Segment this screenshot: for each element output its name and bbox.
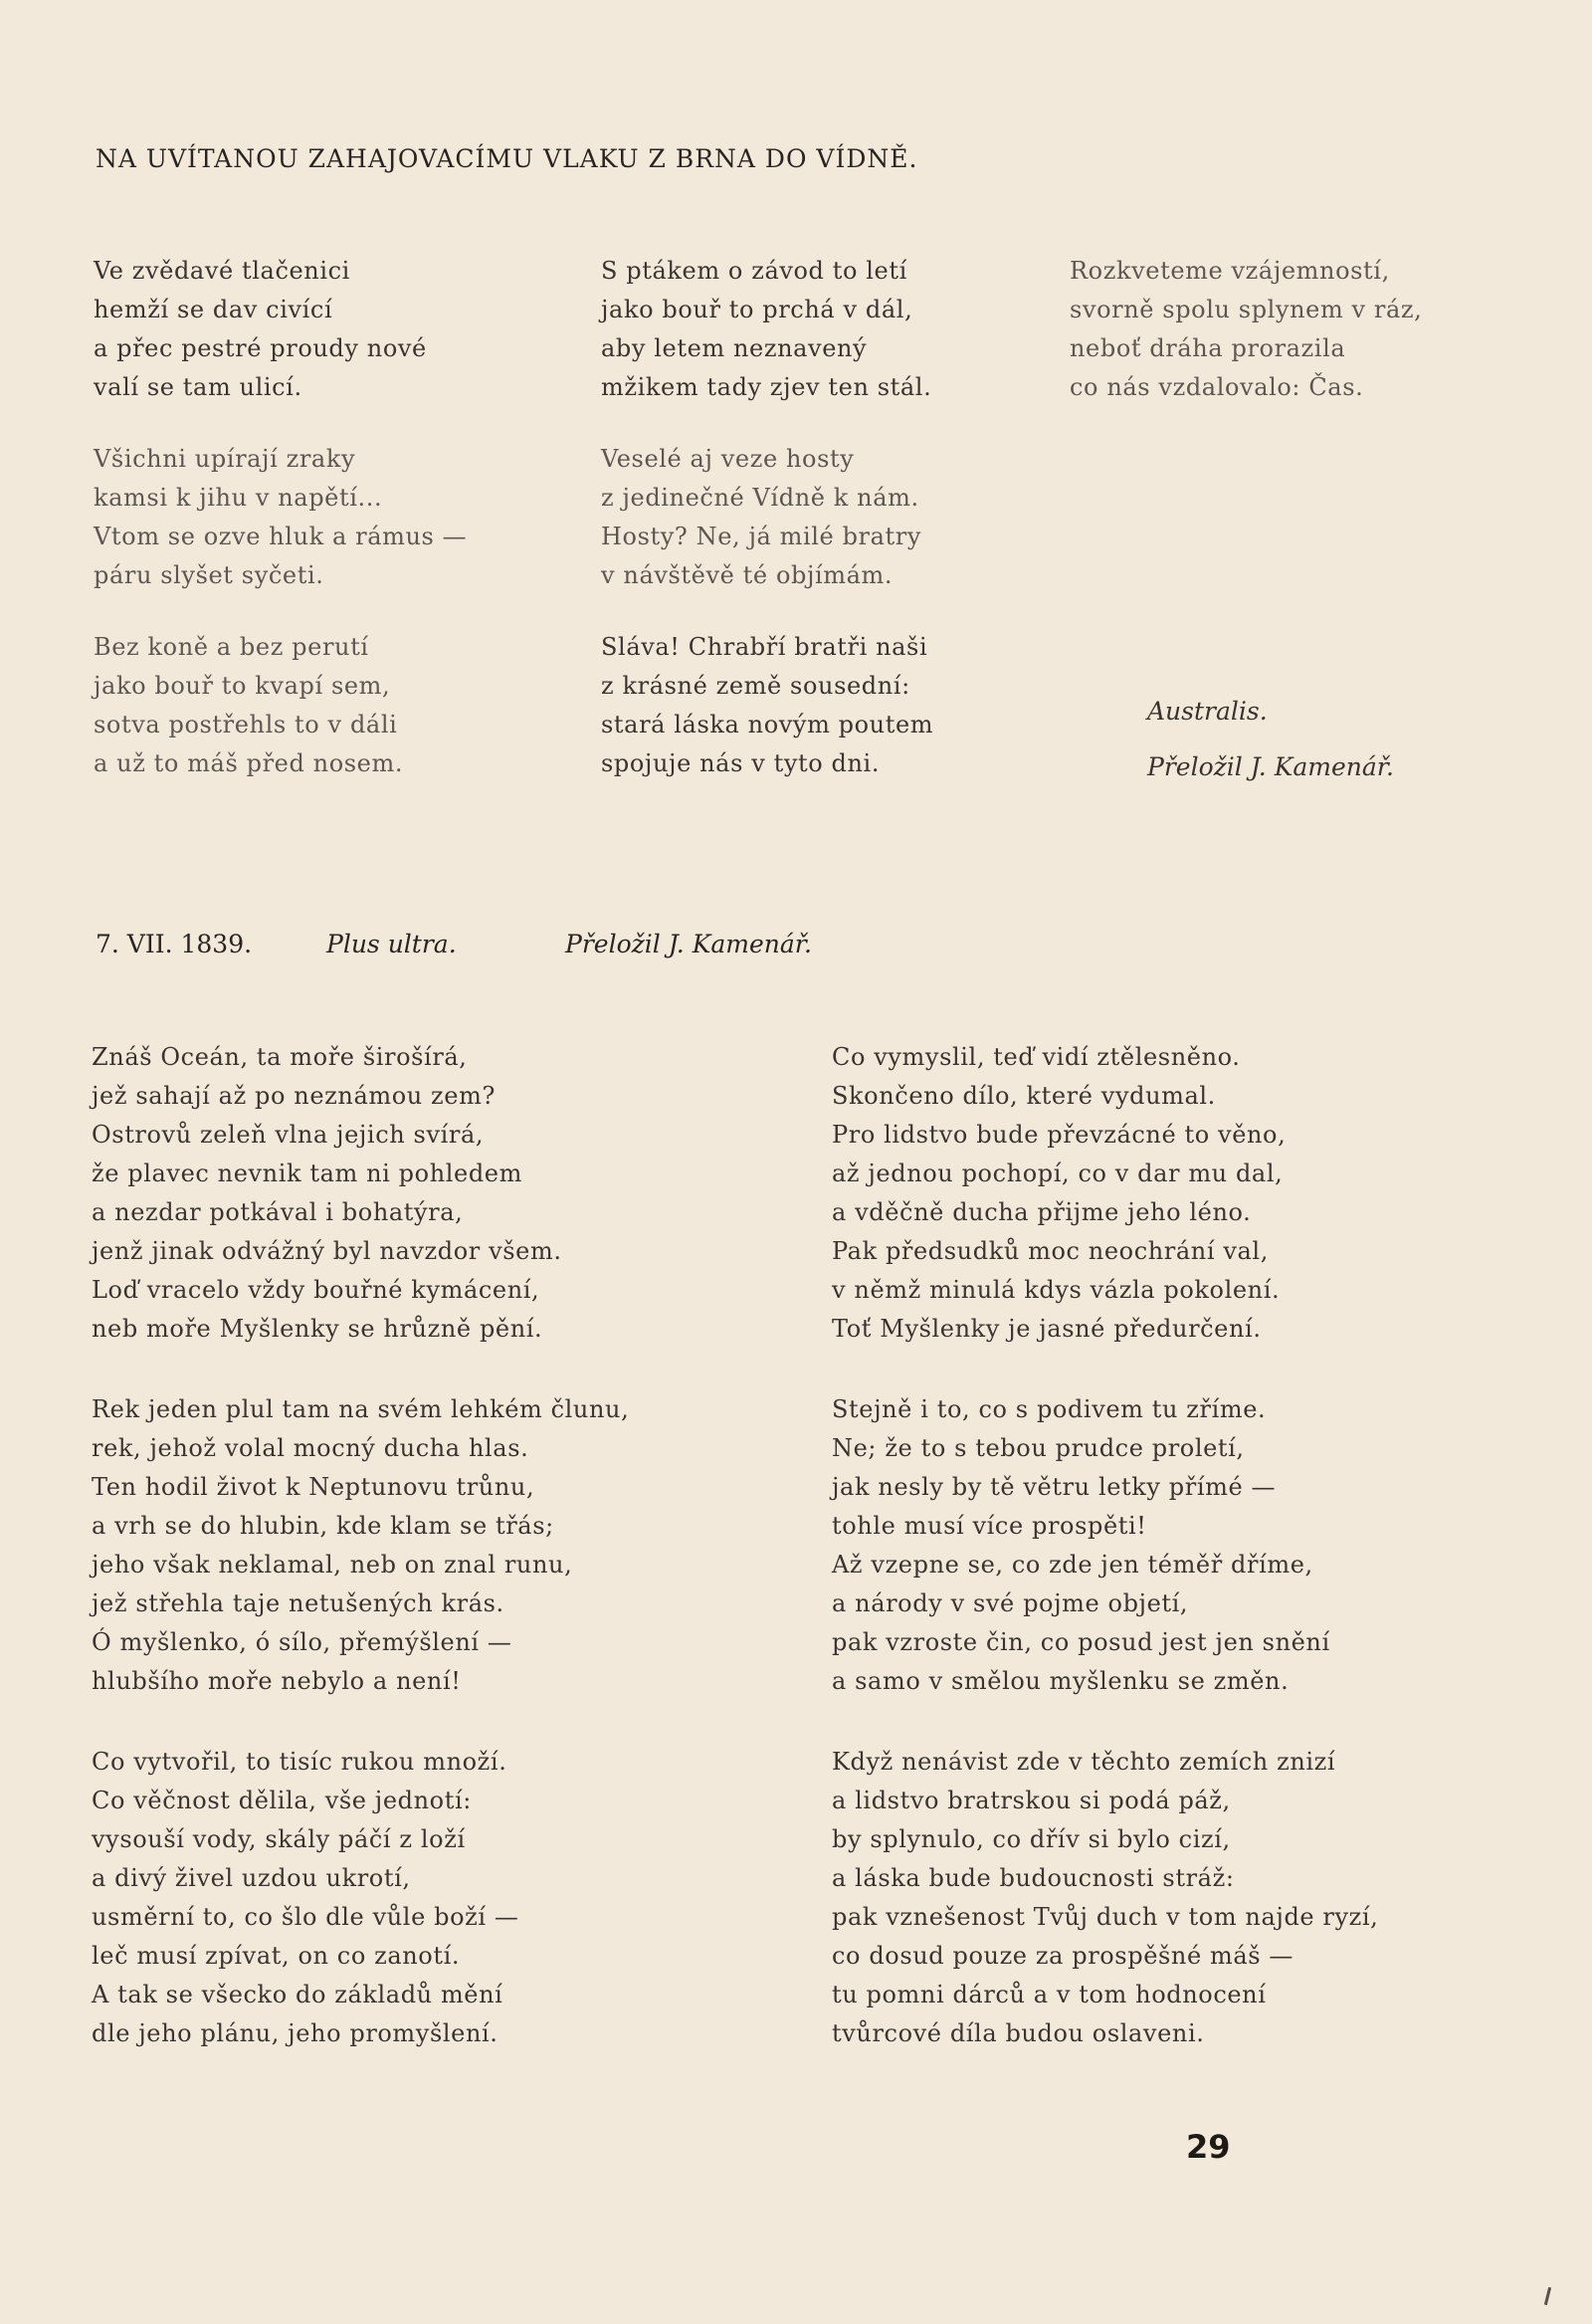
verse-line: Ostrovů zeleň vlna jejich svírá, bbox=[92, 1121, 485, 1149]
verse-line: Když nenávist zde v těchto zemích znizí bbox=[832, 1748, 1336, 1776]
verse-line: jeho však neklamal, neb on znal runu, bbox=[92, 1551, 573, 1579]
verse-line: rek, jehož volal mocný ducha hlas. bbox=[92, 1434, 529, 1462]
verse-line: usměrní to, co šlo dle vůle boží — bbox=[92, 1903, 519, 1931]
poem1-stanza-5 bbox=[601, 440, 921, 595]
verse-line: a přec pestré proudy nové bbox=[94, 334, 427, 362]
verse-line: aby letem neznavený bbox=[601, 334, 868, 362]
verse-line: mžikem tady zjev ten stál. bbox=[601, 373, 932, 401]
verse-line: Ten hodil život k Neptunovu trůnu, bbox=[92, 1473, 535, 1501]
verse-line: Pak předsudků moc neochrání val, bbox=[832, 1237, 1269, 1265]
verse-line: kamsi k jihu v napětí... bbox=[94, 484, 383, 512]
verse-line: Rozkveteme vzájemností, bbox=[1070, 257, 1390, 285]
verse-line: by splynulo, co dřív si bylo cizí, bbox=[832, 1825, 1231, 1853]
verse-line: jenž jinak odvážný byl navzdor všem. bbox=[92, 1237, 562, 1265]
verse-line: a samo v smělou myšlenku se změn. bbox=[832, 1667, 1290, 1695]
verse-line: sotva postřehls to v dáli bbox=[94, 711, 398, 739]
verse-line: Vtom se ozve hluk a rámus — bbox=[94, 523, 468, 550]
verse-line: leč musí zpívat, on co zanotí. bbox=[92, 1942, 461, 1970]
verse-line: Co vymyslil, teď vidí ztělesněno. bbox=[832, 1043, 1241, 1071]
verse-line: Znáš Oceán, ta moře širošírá, bbox=[92, 1043, 468, 1071]
poem1-stanza-3 bbox=[1070, 252, 1422, 407]
verse-line: a divý živel uzdou ukrotí, bbox=[92, 1864, 411, 1892]
poem2-translator: Přeložil J. Kamenář. bbox=[565, 930, 812, 958]
verse-line: pak vznešenost Tvůj duch v tom najde ryzí, bbox=[832, 1903, 1379, 1931]
verse-line: až jednou pochopí, co v dar mu dal, bbox=[832, 1160, 1284, 1187]
verse-line: A tak se všecko do základů mění bbox=[92, 1981, 503, 2008]
poem2-stanza-3 bbox=[92, 1390, 629, 1701]
verse-line: z krásné země sousední: bbox=[601, 672, 910, 700]
poem1-stanza-1 bbox=[94, 252, 427, 407]
verse-line: a lidstvo bratrskou si podá páž, bbox=[832, 1787, 1231, 1814]
poem2-date: 7. VII. 1839. bbox=[96, 930, 253, 958]
verse-line: neb moře Myšlenky se hrůzně pění. bbox=[92, 1315, 543, 1343]
verse-line: Až vzepne se, co zde jen téměř dříme, bbox=[832, 1551, 1313, 1579]
verse-line: jako bouř to prchá v dál, bbox=[601, 296, 913, 323]
poem2-stanza-1 bbox=[92, 1038, 562, 1349]
verse-line: a vrh se do hlubin, kde klam se třás; bbox=[92, 1512, 554, 1540]
verse-line: Všichni upírají zraky bbox=[94, 445, 356, 473]
verse-line: a láska bude budoucnosti stráž: bbox=[832, 1864, 1235, 1892]
verse-line: páru slyšet syčeti. bbox=[94, 561, 324, 589]
page-number: 29 bbox=[1186, 2128, 1231, 2166]
verse-line: pak vzroste čin, co posud jest jen snění bbox=[832, 1628, 1330, 1656]
verse-line: Pro lidstvo bude převzácné to věno, bbox=[832, 1121, 1287, 1149]
verse-line: jež střehla taje netušených krás. bbox=[92, 1589, 504, 1617]
verse-line: Sláva! Chrabří bratři naši bbox=[601, 633, 928, 661]
verse-line: co dosud pouze za prospěšné máš — bbox=[832, 1942, 1294, 1970]
poem2-stanza-4 bbox=[832, 1390, 1330, 1701]
poem1-author: Australis. bbox=[1147, 697, 1268, 726]
verse-line: z jedinečné Vídně k nám. bbox=[601, 484, 919, 512]
verse-line: Loď vracelo vždy bouřné kymácení, bbox=[92, 1276, 540, 1304]
poem2-stanza-2 bbox=[832, 1038, 1286, 1349]
verse-line: stará láska novým poutem bbox=[601, 711, 934, 739]
verse-line: valí se tam ulicí. bbox=[94, 373, 302, 401]
verse-line: že plavec nevnik tam ni pohledem bbox=[92, 1160, 522, 1187]
poem1-stanza-4 bbox=[94, 440, 467, 595]
verse-line: jako bouř to kvapí sem, bbox=[94, 672, 391, 700]
verse-line: hlubšího moře nebylo a není! bbox=[92, 1667, 462, 1695]
verse-line: hemží se dav civící bbox=[94, 296, 333, 323]
verse-line: jež sahají až po neznámou zem? bbox=[92, 1082, 496, 1110]
verse-line: v návštěvě té objímám. bbox=[601, 561, 894, 589]
verse-line: S ptákem o závod to letí bbox=[601, 257, 907, 285]
verse-line: co nás vzdalovalo: Čas. bbox=[1070, 373, 1364, 401]
verse-line: tvůrcové díla budou oslaveni. bbox=[832, 2019, 1205, 2047]
verse-line: v němž minulá kdys vázla pokolení. bbox=[832, 1276, 1281, 1304]
verse-line: Stejně i to, co s podivem tu zříme. bbox=[832, 1395, 1267, 1423]
verse-line: Hosty? Ne, já milé bratry bbox=[601, 523, 921, 550]
verse-line: tu pomni dárců a v tom hodnocení bbox=[832, 1981, 1267, 2008]
poem1-stanza-6 bbox=[94, 628, 403, 783]
verse-line: Veselé aj veze hosty bbox=[601, 445, 855, 473]
verse-line: vysouší vody, skály páčí z loží bbox=[92, 1825, 466, 1853]
verse-line: neboť dráha prorazila bbox=[1070, 334, 1346, 362]
verse-line: Co věčnost dělila, vše jednotí: bbox=[92, 1787, 472, 1814]
verse-line: a už to máš před nosem. bbox=[94, 749, 404, 777]
verse-line: Co vytvořil, to tisíc rukou množí. bbox=[92, 1748, 507, 1776]
poem1-stanza-7 bbox=[601, 628, 933, 783]
poem1-title: NA UVÍTANOU ZAHAJOVACÍMU VLAKU Z BRNA DO VÍDNĚ. bbox=[96, 144, 918, 173]
verse-line: Ve zvědavé tlačenici bbox=[94, 257, 350, 285]
poem2-title: Plus ultra. bbox=[326, 930, 457, 958]
poem2-stanza-5 bbox=[92, 1743, 518, 2053]
poem2-stanza-6 bbox=[832, 1743, 1378, 2053]
verse-line: svorně spolu splynem v ráz, bbox=[1070, 296, 1423, 323]
poem1-translator: Přeložil J. Kamenář. bbox=[1147, 752, 1394, 781]
poem1-stanza-2 bbox=[601, 252, 931, 407]
verse-line: spojuje nás v tyto dni. bbox=[601, 749, 881, 777]
verse-line: a vděčně ducha přijme jeho léno. bbox=[832, 1198, 1252, 1226]
verse-line: a národy v své pojme objetí, bbox=[832, 1589, 1189, 1617]
verse-line: a nezdar potkával i bohatýra, bbox=[92, 1198, 464, 1226]
print-mark bbox=[1544, 2287, 1551, 2305]
verse-line: jak nesly by tě větru letky přímé — bbox=[832, 1473, 1277, 1501]
verse-line: Rek jeden plul tam na svém lehkém člunu, bbox=[92, 1395, 630, 1423]
verse-line: tohle musí více prospěti! bbox=[832, 1512, 1147, 1540]
verse-line: Ne; že to s tebou prudce proletí, bbox=[832, 1434, 1245, 1462]
verse-line: dle jeho plánu, jeho promyšlení. bbox=[92, 2019, 498, 2047]
verse-line: Toť Myšlenky je jasné předurčení. bbox=[832, 1315, 1262, 1343]
verse-line: Skončeno dílo, které vydumal. bbox=[832, 1082, 1216, 1110]
verse-line: Ó myšlenko, ó sílo, přemýšlení — bbox=[92, 1628, 512, 1656]
verse-line: Bez koně a bez perutí bbox=[94, 633, 369, 661]
